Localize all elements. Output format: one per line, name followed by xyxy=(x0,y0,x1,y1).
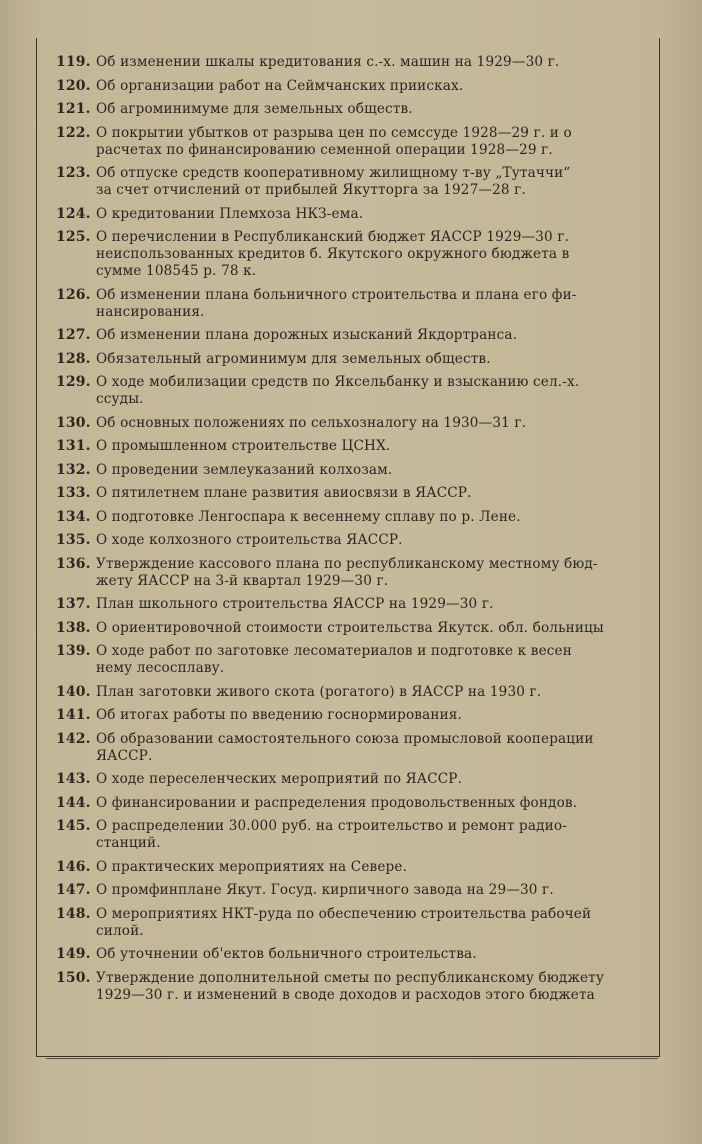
entry-number: 132. xyxy=(56,461,91,478)
entry-title-line: О ходе мобилизации средств по Яксельбанку и взысканию сел.-х. xyxy=(96,374,580,390)
entry-title xyxy=(96,438,630,455)
list-item xyxy=(56,374,630,408)
list-item xyxy=(56,287,630,321)
entry-title xyxy=(96,795,630,812)
entry-number: 149. xyxy=(56,946,91,962)
entry-number: 142. xyxy=(56,730,91,747)
entry-title xyxy=(96,620,630,637)
entry-number: 143. xyxy=(56,771,91,787)
entry-title-line: О ходе колхозного строительства ЯАССР. xyxy=(96,532,403,548)
list-item xyxy=(56,438,630,455)
entry-title-line: Об уточнении об'ектов больничного строительства. xyxy=(96,946,477,962)
entry-title xyxy=(96,818,630,852)
bottom-rule xyxy=(46,1058,658,1059)
entry-number: 123. xyxy=(56,165,91,181)
entry-number: 145. xyxy=(56,818,91,834)
entry-title xyxy=(96,351,630,368)
entry-number: 140. xyxy=(56,683,91,700)
entry-number: 147. xyxy=(56,882,91,898)
entry-title-line: нему лесосплаву. xyxy=(96,660,225,676)
entry-title xyxy=(96,684,630,701)
entry-title xyxy=(96,165,630,199)
entry-title-line: ЯАССР. xyxy=(96,747,153,764)
entry-number: 128. xyxy=(56,350,91,367)
entry-number: 127. xyxy=(56,327,91,343)
entry-title-line: План школьного строительства ЯАССР на 1929—30 г. xyxy=(96,596,494,612)
entry-title-line: сумме 108545 р. 78 к. xyxy=(96,263,257,279)
entry-number: 130. xyxy=(56,414,91,431)
entry-title-line: нансирования. xyxy=(96,303,205,320)
entry-title-line: О ходе переселенческих мероприятий по ЯАССР. xyxy=(96,771,463,787)
resolution-list xyxy=(56,54,630,1010)
entry-title xyxy=(96,125,630,159)
entry-title-line: за счет отчислений от прибылей Якутторга за 1927—28 г. xyxy=(96,182,526,198)
entry-title-line: Об итогах работы по введению госнормирования. xyxy=(96,707,462,723)
entry-title-line: О кредитовании Племхоза НКЗ-ема. xyxy=(96,205,364,222)
entry-number: 137. xyxy=(56,596,91,612)
entry-title-line: О покрытии убытков от разрыва цен по семссуде 1928—29 г. и о xyxy=(96,124,572,141)
entry-title-line: О финансировании и распределения продовольственных фондов. xyxy=(96,794,578,811)
entry-title xyxy=(96,509,630,526)
entry-number: 122. xyxy=(56,124,91,141)
entry-title xyxy=(96,101,630,118)
entry-title-line: О подготовке Ленгоспара к весеннему сплаву по р. Лене. xyxy=(96,508,521,525)
entry-title xyxy=(96,731,630,765)
entry-number: 119. xyxy=(56,54,91,70)
entry-title-line: О ходе работ по заготовке лесоматериалов и подготовке к весен xyxy=(96,643,572,659)
list-item xyxy=(56,415,630,432)
entry-title xyxy=(96,532,630,549)
entry-title-line: О мероприятиях НКТ-руда по обеспечению строительства рабочей xyxy=(96,905,592,922)
entry-title xyxy=(96,556,630,590)
list-item xyxy=(56,78,630,95)
list-item xyxy=(56,731,630,765)
entry-title-line: Об изменении шкалы кредитования с.-х. машин на 1929—30 г. xyxy=(96,54,560,70)
list-item xyxy=(56,795,630,812)
entry-title xyxy=(96,485,630,502)
entry-number: 138. xyxy=(56,619,91,636)
list-item xyxy=(56,556,630,590)
entry-title xyxy=(96,946,630,963)
list-item xyxy=(56,882,630,899)
list-item xyxy=(56,532,630,549)
entry-title-line: неиспользованных кредитов б. Якутского окружного бюджета в xyxy=(96,246,570,262)
list-item xyxy=(56,351,630,368)
list-item xyxy=(56,54,630,71)
entry-title-line: О проведении землеуказаний колхозам. xyxy=(96,461,393,478)
entry-title xyxy=(96,327,630,344)
entry-title xyxy=(96,229,630,280)
entry-title-line: ссуды. xyxy=(96,391,144,407)
list-item xyxy=(56,596,630,613)
entry-title-line: жету ЯАССР на 3-й квартал 1929—30 г. xyxy=(96,572,389,589)
entry-title-line: Об изменении плана больничного строительства и плана его фи- xyxy=(96,286,577,303)
entry-number: 121. xyxy=(56,101,91,117)
entry-title-line: Об основных положениях по сельхозналогу на 1930—31 г. xyxy=(96,414,527,431)
entry-number: 148. xyxy=(56,905,91,922)
entry-number: 135. xyxy=(56,532,91,548)
entry-title-line: Об отпуске средств кооперативному жилищному т-ву „Тутаччи“ xyxy=(96,165,571,181)
entry-number: 136. xyxy=(56,555,91,572)
entry-title-line: силой. xyxy=(96,922,144,939)
entry-title xyxy=(96,78,630,95)
entry-number: 133. xyxy=(56,485,91,501)
entry-number: 125. xyxy=(56,229,91,245)
entry-title xyxy=(96,287,630,321)
list-item xyxy=(56,327,630,344)
entry-number: 120. xyxy=(56,77,91,94)
entry-title-line: 1929—30 г. и изменений в своде доходов и расходов этого бюджета xyxy=(96,986,595,1003)
entry-title-line: Обязательный агроминимум для земельных обществ. xyxy=(96,350,491,367)
list-item xyxy=(56,771,630,788)
entry-title-line: Утверждение дополнительной сметы по республиканскому бюджету xyxy=(96,969,604,986)
entry-title-line: Об агроминимуме для земельных обществ. xyxy=(96,101,413,117)
entry-title xyxy=(96,462,630,479)
entry-title-line: станций. xyxy=(96,835,161,851)
entry-title-line: О практических мероприятиях на Севере. xyxy=(96,858,408,875)
entry-number: 150. xyxy=(56,969,91,986)
entry-number: 131. xyxy=(56,438,91,454)
entry-title-line: О распределении 30.000 руб. на строительство и ремонт радио- xyxy=(96,818,567,834)
list-item xyxy=(56,206,630,223)
entry-title-line: О промфинплане Якут. Госуд. кирпичного завода на 29—30 г. xyxy=(96,882,554,898)
entry-number: 129. xyxy=(56,374,91,390)
entry-title xyxy=(96,859,630,876)
list-item xyxy=(56,707,630,724)
list-item xyxy=(56,620,630,637)
entry-number: 134. xyxy=(56,508,91,525)
entry-title xyxy=(96,643,630,677)
list-item xyxy=(56,946,630,963)
entry-number: 124. xyxy=(56,205,91,222)
list-item xyxy=(56,906,630,940)
entry-title xyxy=(96,970,630,1004)
entry-title xyxy=(96,206,630,223)
list-item xyxy=(56,229,630,280)
list-item xyxy=(56,509,630,526)
entry-title xyxy=(96,374,630,408)
entry-title xyxy=(96,771,630,788)
entry-title-line: О ориентировочной стоимости строительства Якутск. обл. больницы xyxy=(96,619,604,636)
entry-number: 146. xyxy=(56,858,91,875)
list-item xyxy=(56,684,630,701)
list-item xyxy=(56,165,630,199)
entry-title-line: План заготовки живого скота (рогатого) в ЯАССР на 1930 г. xyxy=(96,683,542,700)
entry-title xyxy=(96,415,630,432)
entry-title xyxy=(96,54,630,71)
entry-title-line: Об изменении плана дорожных изысканий Якдортранса. xyxy=(96,327,518,343)
entry-title-line: О промышленном строительстве ЦСНХ. xyxy=(96,438,391,454)
entry-number: 144. xyxy=(56,794,91,811)
list-item xyxy=(56,818,630,852)
list-item xyxy=(56,859,630,876)
entry-title xyxy=(96,906,630,940)
entry-title xyxy=(96,596,630,613)
list-item xyxy=(56,970,630,1004)
entry-title-line: расчетах по финансированию семенной операции 1928—29 г. xyxy=(96,141,553,158)
entry-number: 141. xyxy=(56,707,91,723)
list-item xyxy=(56,485,630,502)
entry-title-line: Утверждение кассового плана по республиканскому местному бюд- xyxy=(96,555,598,572)
entry-title xyxy=(96,882,630,899)
entry-title-line: О перечислении в Республиканский бюджет ЯАССР 1929—30 г. xyxy=(96,229,570,245)
list-item xyxy=(56,462,630,479)
list-item xyxy=(56,643,630,677)
entry-title-line: Об организации работ на Сеймчанских приисках. xyxy=(96,77,464,94)
entry-number: 139. xyxy=(56,643,91,659)
list-item xyxy=(56,125,630,159)
entry-title-line: О пятилетнем плане развития авиосвязи в ЯАССР. xyxy=(96,485,472,501)
entry-title-line: Об образовании самостоятельного союза промысловой кооперации xyxy=(96,730,594,747)
entry-title xyxy=(96,707,630,724)
entry-number: 126. xyxy=(56,286,91,303)
list-item xyxy=(56,101,630,118)
